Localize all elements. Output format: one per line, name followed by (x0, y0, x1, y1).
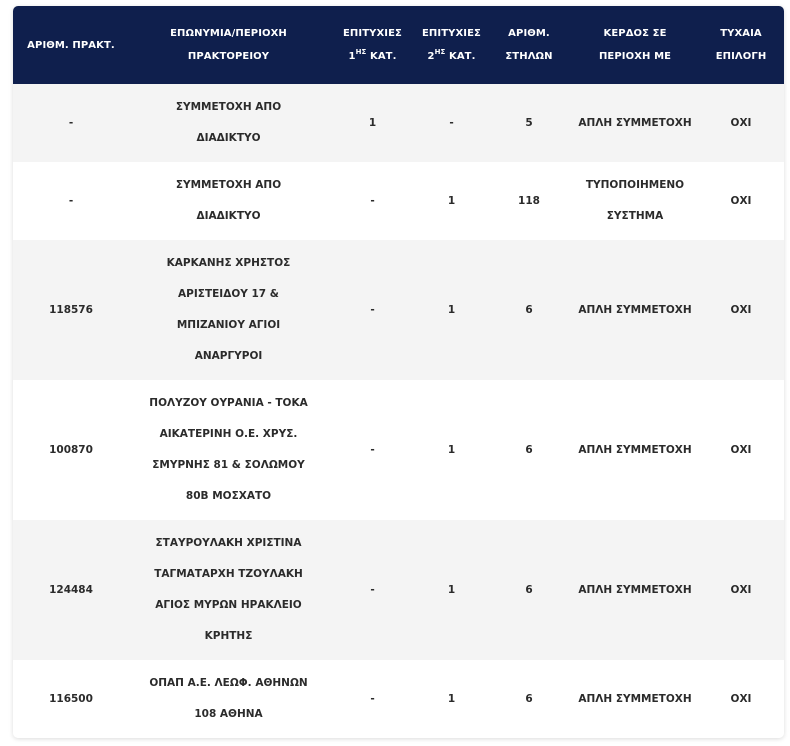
cell-random-choice: ΟΧΙ (730, 303, 752, 316)
cell-first-category: - (370, 692, 375, 705)
cell-columns: 118 (518, 194, 540, 207)
cell-columns: 6 (525, 692, 533, 705)
header-agency-name: ΕΠΩΝΥΜΙΑ/ΠΕΡΙΟΧΗ ΠΡΑΚΤΟΡΕΙΟΥ (170, 28, 287, 62)
cell-agency-no: - (68, 194, 74, 207)
cell-first-category: - (370, 194, 375, 207)
header-random-choice: ΤΥΧΑΙΑ ΕΠΙΛΟΓΗ (715, 28, 767, 62)
cell-random-choice: ΟΧΙ (730, 194, 752, 207)
header-columns: ΑΡΙΘΜ. ΣΤΗΛΩΝ (505, 28, 553, 62)
cell-agency-name: ΣΤΑΥΡΟΥΛΑΚΗ ΧΡΙΣΤΙΝΑ ΤΑΓΜΑΤΑΡΧΗ ΤΖΟΥΛΑΚΗ ΑΓΙΟΣ ΜΥΡΩΝ ΗΡΑΚΛΕΙΟ ΚΡΗΤΗΣ (154, 537, 303, 642)
header-agency-no: ΑΡΙΘΜ. ΠΡΑΚΤ. (27, 39, 115, 51)
cell-gain-area: ΑΠΛΗ ΣΥΜΜΕΤΟΧΗ (578, 443, 692, 456)
cell-random-choice: ΟΧΙ (730, 583, 752, 596)
table-body (13, 84, 784, 738)
winners-table-card (13, 6, 784, 738)
cell-columns: 5 (525, 116, 533, 129)
cell-agency-name: ΟΠΑΠ Α.Ε. ΛΕΩΦ. ΑΘΗΝΩΝ 108 ΑΘΗΝΑ (149, 677, 308, 720)
cell-gain-area: ΑΠΛΗ ΣΥΜΜΕΤΟΧΗ (578, 303, 692, 316)
header-gain-area: ΚΕΡΔΟΣ ΣΕ ΠΕΡΙΟΧΗ ΜΕ (598, 28, 672, 62)
cell-agency-no: - (68, 116, 74, 129)
cell-second-category: 1 (447, 303, 456, 316)
table-header (13, 6, 784, 84)
cell-agency-no: 116500 (49, 692, 93, 705)
cell-gain-area: ΑΠΛΗ ΣΥΜΜΕΤΟΧΗ (578, 116, 692, 129)
cell-agency-name: ΣΥΜΜΕΤΟΧΗ ΑΠΟ ΔΙΑΔΙΚΤΥΟ (175, 101, 282, 144)
cell-columns: 6 (525, 443, 533, 456)
cell-agency-name: ΣΥΜΜΕΤΟΧΗ ΑΠΟ ΔΙΑΔΙΚΤΥΟ (175, 179, 282, 222)
cell-agency-no: 118576 (49, 303, 93, 316)
table-row (13, 84, 784, 162)
cell-columns: 6 (525, 303, 533, 316)
cell-gain-area: ΑΠΛΗ ΣΥΜΜΕΤΟΧΗ (578, 692, 692, 705)
cell-gain-area: ΑΠΛΗ ΣΥΜΜΕΤΟΧΗ (578, 583, 692, 596)
table-row (13, 520, 784, 660)
cell-second-category: 1 (447, 443, 456, 456)
table-row (13, 162, 784, 240)
cell-agency-no: 124484 (49, 583, 93, 596)
cell-first-category: - (370, 303, 375, 316)
cell-second-category: 1 (447, 692, 456, 705)
cell-random-choice: ΟΧΙ (730, 116, 752, 129)
cell-gain-area: ΤΥΠΟΠΟΙΗΜΕΝΟ ΣΥΣΤΗΜΑ (585, 179, 685, 222)
header-row (13, 6, 784, 84)
header-first-category: ΕΠΙΤΥΧΙΕΣ $1^{H\Sigma}$ ΚΑΤ. (343, 28, 402, 62)
winners-table (13, 6, 784, 738)
cell-second-category: 1 (447, 583, 456, 596)
cell-random-choice: ΟΧΙ (730, 692, 752, 705)
cell-second-category: - (449, 116, 454, 129)
cell-first-category: - (370, 443, 375, 456)
cell-first-category: 1 (368, 116, 377, 129)
cell-agency-name: ΚΑΡΚΑΝΗΣ ΧΡΗΣΤΟΣ ΑΡΙΣΤΕΙΔΟΥ 17 & ΜΠΙΖΑΝΙΟΥ ΑΓΙΟΙ ΑΝΑΡΓΥΡΟΙ (166, 257, 291, 362)
cell-first-category: - (370, 583, 375, 596)
table-row (13, 660, 784, 738)
table-row (13, 240, 784, 380)
cell-random-choice: ΟΧΙ (730, 443, 752, 456)
cell-agency-no: 100870 (49, 443, 93, 456)
cell-agency-name: ΠΟΛΥΖΟΥ ΟΥΡΑΝΙΑ - ΤΟΚΑ ΑΙΚΑΤΕΡΙΝΗ Ο.Ε. ΧΡΥΣ. ΣΜΥΡΝΗΣ 81 & ΣΟΛΩΜΟΥ 80Β ΜΟΣΧΑΤΟ (149, 397, 308, 502)
table-row (13, 380, 784, 520)
cell-second-category: 1 (447, 194, 456, 207)
header-second-category: ΕΠΙΤΥΧΙΕΣ $2^{H\Sigma}$ ΚΑΤ. (422, 28, 481, 62)
cell-columns: 6 (525, 583, 533, 596)
